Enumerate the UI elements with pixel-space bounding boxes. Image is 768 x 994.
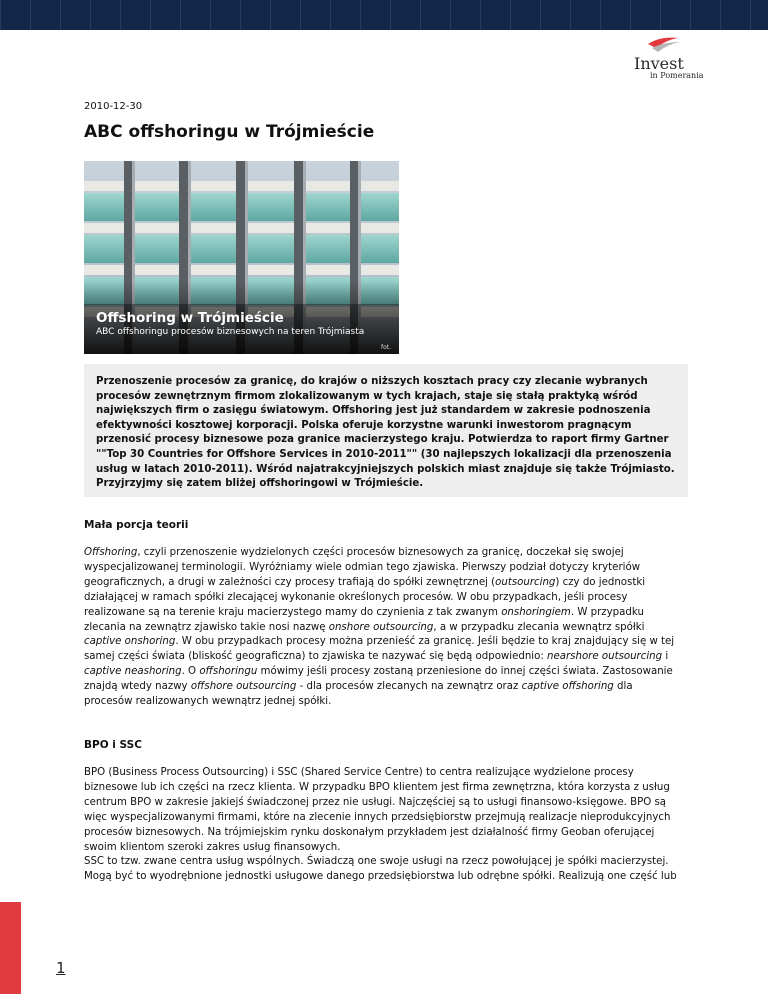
bpo-text: BPO (Business Process Outsourcing) i SSC (Shared Service Centre) to centra realizujące wydzielone procesy biznesowe lub ich części na rzecz klienta. W przypadku BPO klientem jest firma zewnętrzna, która korzysta z usług centrum BPO w zakresie jakiejś świadczonej przez nie usługi. Najczęściej są to usługi finansowo-księgowe. BPO są więc wyspecjalizowanymi firmami, które na zlecenie innych przedsiębiorstw przejmują realizacje nieprodukcyjnych procesów biznesowych. Na trójmiejskim rynku doskonałym przykładem jest działalność firmy Geoban oferującej swoim klientom szeroki zakres usług finansowych. xyxy=(84,767,671,853)
article-date: 2010-12-30 xyxy=(84,101,143,112)
hero-image-title: Offshoring w Trójmieście xyxy=(96,310,284,326)
paragraph-text-run: . W obu przypadkach procesy można przenieść za granicę. Jeśli będzie to kraj znajdujący się w tej samej części świata (bliskość geograficzna) to zjawiska te nazywać się będą odpowiednio: xyxy=(84,636,675,663)
logo-subtitle: in Pomerania xyxy=(650,71,704,80)
italic-term: outsourcing xyxy=(495,576,556,588)
hero-image xyxy=(84,161,399,354)
paragraph-text-run: . O xyxy=(181,666,200,678)
section-theory-paragraph xyxy=(84,546,684,710)
paragraph-text-run: , a w przypadku zlecania wewnątrz spółki xyxy=(433,621,645,633)
paragraph-text-run: mówimy jeśli procesy zostaną przeniesione do innej części świata. Zastosowanie znajdą wtedy nazwy xyxy=(84,666,673,693)
italic-term: captive onshoring xyxy=(84,636,176,648)
paragraph-text-run: dla procesów realizowanych wewnątrz jednej spółki. xyxy=(84,681,633,708)
italic-term: onshoringiem xyxy=(501,606,571,618)
italic-term: offshore outsourcing xyxy=(190,681,297,693)
invest-in-pomerania-logo xyxy=(630,34,710,82)
italic-term: onshore outsourcing xyxy=(328,621,434,633)
paragraph-text-run: - dla procesów zlecanych na zewnątrz oraz xyxy=(296,681,522,693)
italic-term: offshoringu xyxy=(199,666,258,678)
paragraph-text-run: ) czy do jednostki działającej w ramach spółki zlecającej wykonanie określonych procesów. W obu przypadkach, jeśli procesy realizowane są na terenie kraju macierzystego mamy do czynienia z tak zwanym xyxy=(84,576,646,618)
section-heading-bpo-ssc: BPO i SSC xyxy=(84,739,142,751)
page-number: 1 xyxy=(56,959,66,977)
paragraph-text-run: i xyxy=(662,651,669,663)
lead-paragraph: Przenoszenie procesów za granicę, do krajów o niższych kosztach pracy czy zlecanie wybranych procesów zewnętrznym firmom zlokalizowanym w tych krajach, staje się stałą praktyką wśród największych firm o zasięgu światowym. Offshoring jest już standardem w zakresie podnoszenia efektywności kosztowej korporacji. Polska oferuje korzystne warunki inwestorom pragnącym przenosić procesy biznesowe poza granice macierzystego kraju. Potwierdza to raport firmy Gartner ""Top 30 Countries for Offshore Services in 2010-2011"" (30 najlepszych lokalizacji dla przenoszenia usług w latach 2010-2011). Wśród najatrakcyjniejszych polskich miast znajduje się także Trójmiasto. Przyjrzyjmy się zatem bliżej offshoringowi w Trójmieście. xyxy=(84,364,688,497)
hero-image-subtitle: ABC offshoringu procesów biznesowych na teren Trójmiasta xyxy=(96,327,365,337)
section-heading-theory: Mała porcja teorii xyxy=(84,519,189,531)
italic-term: captive offshoring xyxy=(521,681,614,693)
italic-term: Offshoring xyxy=(84,547,138,558)
logo-swoosh-icon xyxy=(646,34,682,54)
paragraph-text-run: . W przypadku zlecania na zewnątrz zjawisko takie nosi nazwę xyxy=(84,606,644,633)
top-banner xyxy=(0,0,768,30)
page-accent-bar xyxy=(0,902,21,994)
italic-term: nearshore outsourcing xyxy=(547,651,663,663)
section-bpo-paragraph xyxy=(84,766,684,885)
ssc-text: SSC to tzw. zwane centra usług wspólnych. Świadczą one swoje usługi na rzecz powołującej je spółki macierzystej. Mogą być to wyodrębnione jednostki usługowe danego przedsiębiorstwa lub odrębne spółki. Realizują one część lub xyxy=(84,856,677,883)
hero-image-credit: fot. xyxy=(380,344,391,351)
paragraph-text-run: , czyli przenoszenie wydzielonych części procesów biznesowych za granicę, doczekał się swojej wyspecjalizowanej terminologii. Wyróżniamy wiele odmian tego zjawiska. Pierwszy podział dotyczy kryteriów geograficznych, a drugi w zależności czy procesy trafiają do spółki zewnętrznej ( xyxy=(84,547,641,588)
logo-brand: Invest xyxy=(634,54,684,73)
article-title: ABC offshoringu w Trójmieście xyxy=(84,122,375,142)
italic-term: captive neashoring xyxy=(84,666,182,678)
